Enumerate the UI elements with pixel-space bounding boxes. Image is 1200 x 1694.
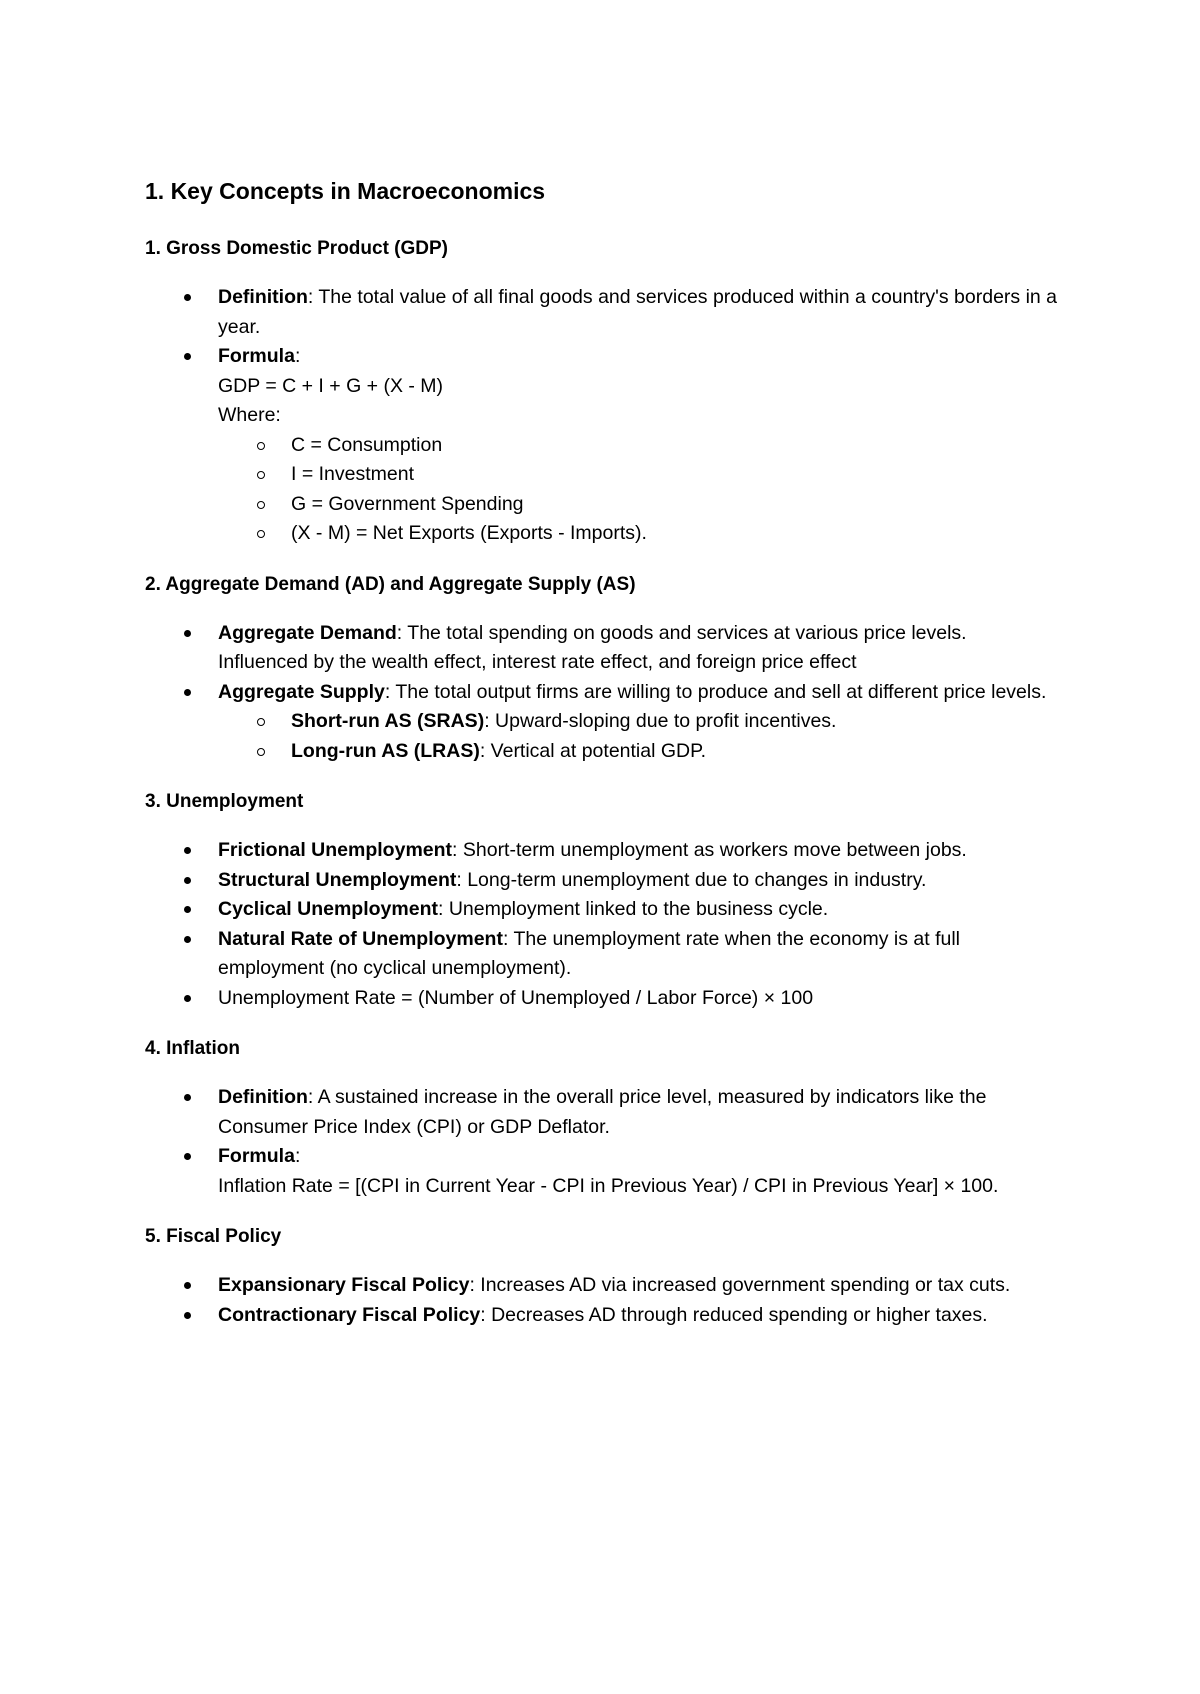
bullet-item xyxy=(145,866,1060,896)
sub-bullet-text: C = Consumption xyxy=(291,433,443,456)
section xyxy=(145,788,1060,1013)
bullet-extra-line: Inflation Rate = [(CPI in Current Year - CPI in Previous Year) / CPI in Previous Year] × 100. xyxy=(218,1174,999,1197)
hollow-bullet-icon xyxy=(257,442,265,450)
sub-bullet-list xyxy=(218,707,1060,766)
hollow-bullet-icon xyxy=(257,748,265,756)
bullet-term: Definition xyxy=(218,1086,308,1108)
bullet-text: : Decreases AD through reduced spending or higher taxes. xyxy=(480,1303,988,1326)
document-title: 1. Key Concepts in Macroeconomics xyxy=(145,178,546,204)
sub-bullet-item xyxy=(218,490,1060,520)
bullet-list xyxy=(145,836,1060,1013)
bullet-item xyxy=(145,342,1060,549)
bullet-list xyxy=(145,283,1060,549)
bullet-item xyxy=(145,895,1060,925)
sub-bullet-item xyxy=(218,519,1060,549)
section xyxy=(145,235,1060,549)
bullet-list xyxy=(145,1271,1060,1330)
bullet-term: Definition xyxy=(218,286,308,308)
bullet-term: Structural Unemployment xyxy=(218,868,457,891)
bullet-dot-icon xyxy=(184,995,191,1002)
bullet-text: : The total value of all final goods and services produced within a country's borders in a year. xyxy=(218,286,1058,338)
bullet-text: Unemployment Rate = (Number of Unemployed / Labor Force) × 100 xyxy=(218,986,814,1009)
bullet-text: : Long-term unemployment due to changes in industry. xyxy=(456,868,927,891)
section xyxy=(145,571,1060,767)
sub-bullet-text: : Upward-sloping due to profit incentives. xyxy=(484,710,837,732)
section xyxy=(145,1035,1060,1201)
bullet-term: Formula xyxy=(218,1145,295,1167)
bullet-term: Formula xyxy=(218,345,295,367)
bullet-item xyxy=(145,678,1060,767)
bullet-item xyxy=(145,836,1060,866)
bullet-dot-icon xyxy=(184,353,191,360)
sub-bullet-text: I = Investment xyxy=(291,463,415,485)
bullet-term: Contractionary Fiscal Policy xyxy=(218,1303,481,1326)
bullet-item xyxy=(145,1083,1060,1142)
section-heading: 1. Gross Domestic Product (GDP) xyxy=(145,238,449,259)
bullet-term: Expansionary Fiscal Policy xyxy=(218,1274,470,1296)
bullet-extra-line: GDP = C + I + G + (X - M) xyxy=(218,374,444,397)
bullet-term: Aggregate Supply xyxy=(218,680,385,703)
bullet-text: : The total output firms are willing to produce and sell at different price levels. xyxy=(384,680,1047,703)
bullet-item xyxy=(145,984,1060,1014)
hollow-bullet-icon xyxy=(257,501,265,509)
bullet-term: Cyclical Unemployment xyxy=(218,898,438,920)
bullet-dot-icon xyxy=(184,689,191,696)
bullet-dot-icon xyxy=(184,1094,191,1101)
bullet-text: : xyxy=(294,1145,301,1167)
bullet-term: Frictional Unemployment xyxy=(218,839,453,861)
bullet-extra-line: Influenced by the wealth effect, interest rate effect, and foreign price effect xyxy=(218,651,857,673)
bullet-dot-icon xyxy=(184,877,191,884)
bullet-item xyxy=(145,1142,1060,1201)
sections-container xyxy=(145,235,1060,1330)
bullet-text: : Unemployment linked to the business cycle. xyxy=(437,898,829,920)
bullet-dot-icon xyxy=(184,294,191,301)
sub-bullet-list xyxy=(218,431,1060,549)
bullet-text: : Increases AD via increased government spending or tax cuts. xyxy=(469,1274,1011,1296)
hollow-bullet-icon xyxy=(257,530,265,538)
bullet-dot-icon xyxy=(184,906,191,913)
bullet-text: : A sustained increase in the overall price level, measured by indicators like the Consumer Price Index (CPI) or GDP Deflator. xyxy=(218,1086,987,1138)
bullet-dot-icon xyxy=(184,847,191,854)
sub-bullet-item xyxy=(218,431,1060,461)
bullet-item xyxy=(145,283,1060,342)
sub-bullet-item xyxy=(218,737,1060,767)
bullet-item xyxy=(145,925,1060,984)
section xyxy=(145,1223,1060,1330)
bullet-term: Natural Rate of Unemployment xyxy=(218,927,503,950)
bullet-dot-icon xyxy=(184,936,191,943)
bullet-list xyxy=(145,619,1060,767)
bullet-item xyxy=(145,619,1060,678)
bullet-item xyxy=(145,1301,1060,1331)
bullet-text: : Short-term unemployment as workers move between jobs. xyxy=(452,839,967,861)
section-heading: 2. Aggregate Demand (AD) and Aggregate Supply (AS) xyxy=(145,573,636,595)
bullet-text: : The total spending on goods and services at various price levels. xyxy=(396,621,967,644)
hollow-bullet-icon xyxy=(257,471,265,479)
sub-bullet-text: (X - M) = Net Exports (Exports - Imports). xyxy=(291,522,647,544)
bullet-dot-icon xyxy=(184,1312,191,1319)
bullet-text: : The unemployment rate when the economy is at full employment (no cyclical unemployment). xyxy=(218,927,961,979)
bullet-term: Aggregate Demand xyxy=(218,621,397,644)
bullet-extra-line: Where: xyxy=(218,404,281,426)
section-heading: 5. Fiscal Policy xyxy=(145,1226,282,1247)
bullet-item xyxy=(145,1271,1060,1301)
bullet-dot-icon xyxy=(184,1282,191,1289)
bullet-list xyxy=(145,1083,1060,1201)
sub-bullet-text: : Vertical at potential GDP. xyxy=(479,739,707,762)
section-heading: 4. Inflation xyxy=(145,1038,240,1059)
bullet-text: : xyxy=(294,345,301,367)
bullet-dot-icon xyxy=(184,1153,191,1160)
sub-bullet-item xyxy=(218,707,1060,737)
bullet-dot-icon xyxy=(184,630,191,637)
sub-bullet-text: G = Government Spending xyxy=(291,492,524,515)
hollow-bullet-icon xyxy=(257,718,265,726)
sub-bullet-term: Long-run AS (LRAS) xyxy=(291,739,480,762)
sub-bullet-item xyxy=(218,460,1060,490)
sub-bullet-term: Short-run AS (SRAS) xyxy=(291,710,485,732)
section-heading: 3. Unemployment xyxy=(145,791,304,812)
